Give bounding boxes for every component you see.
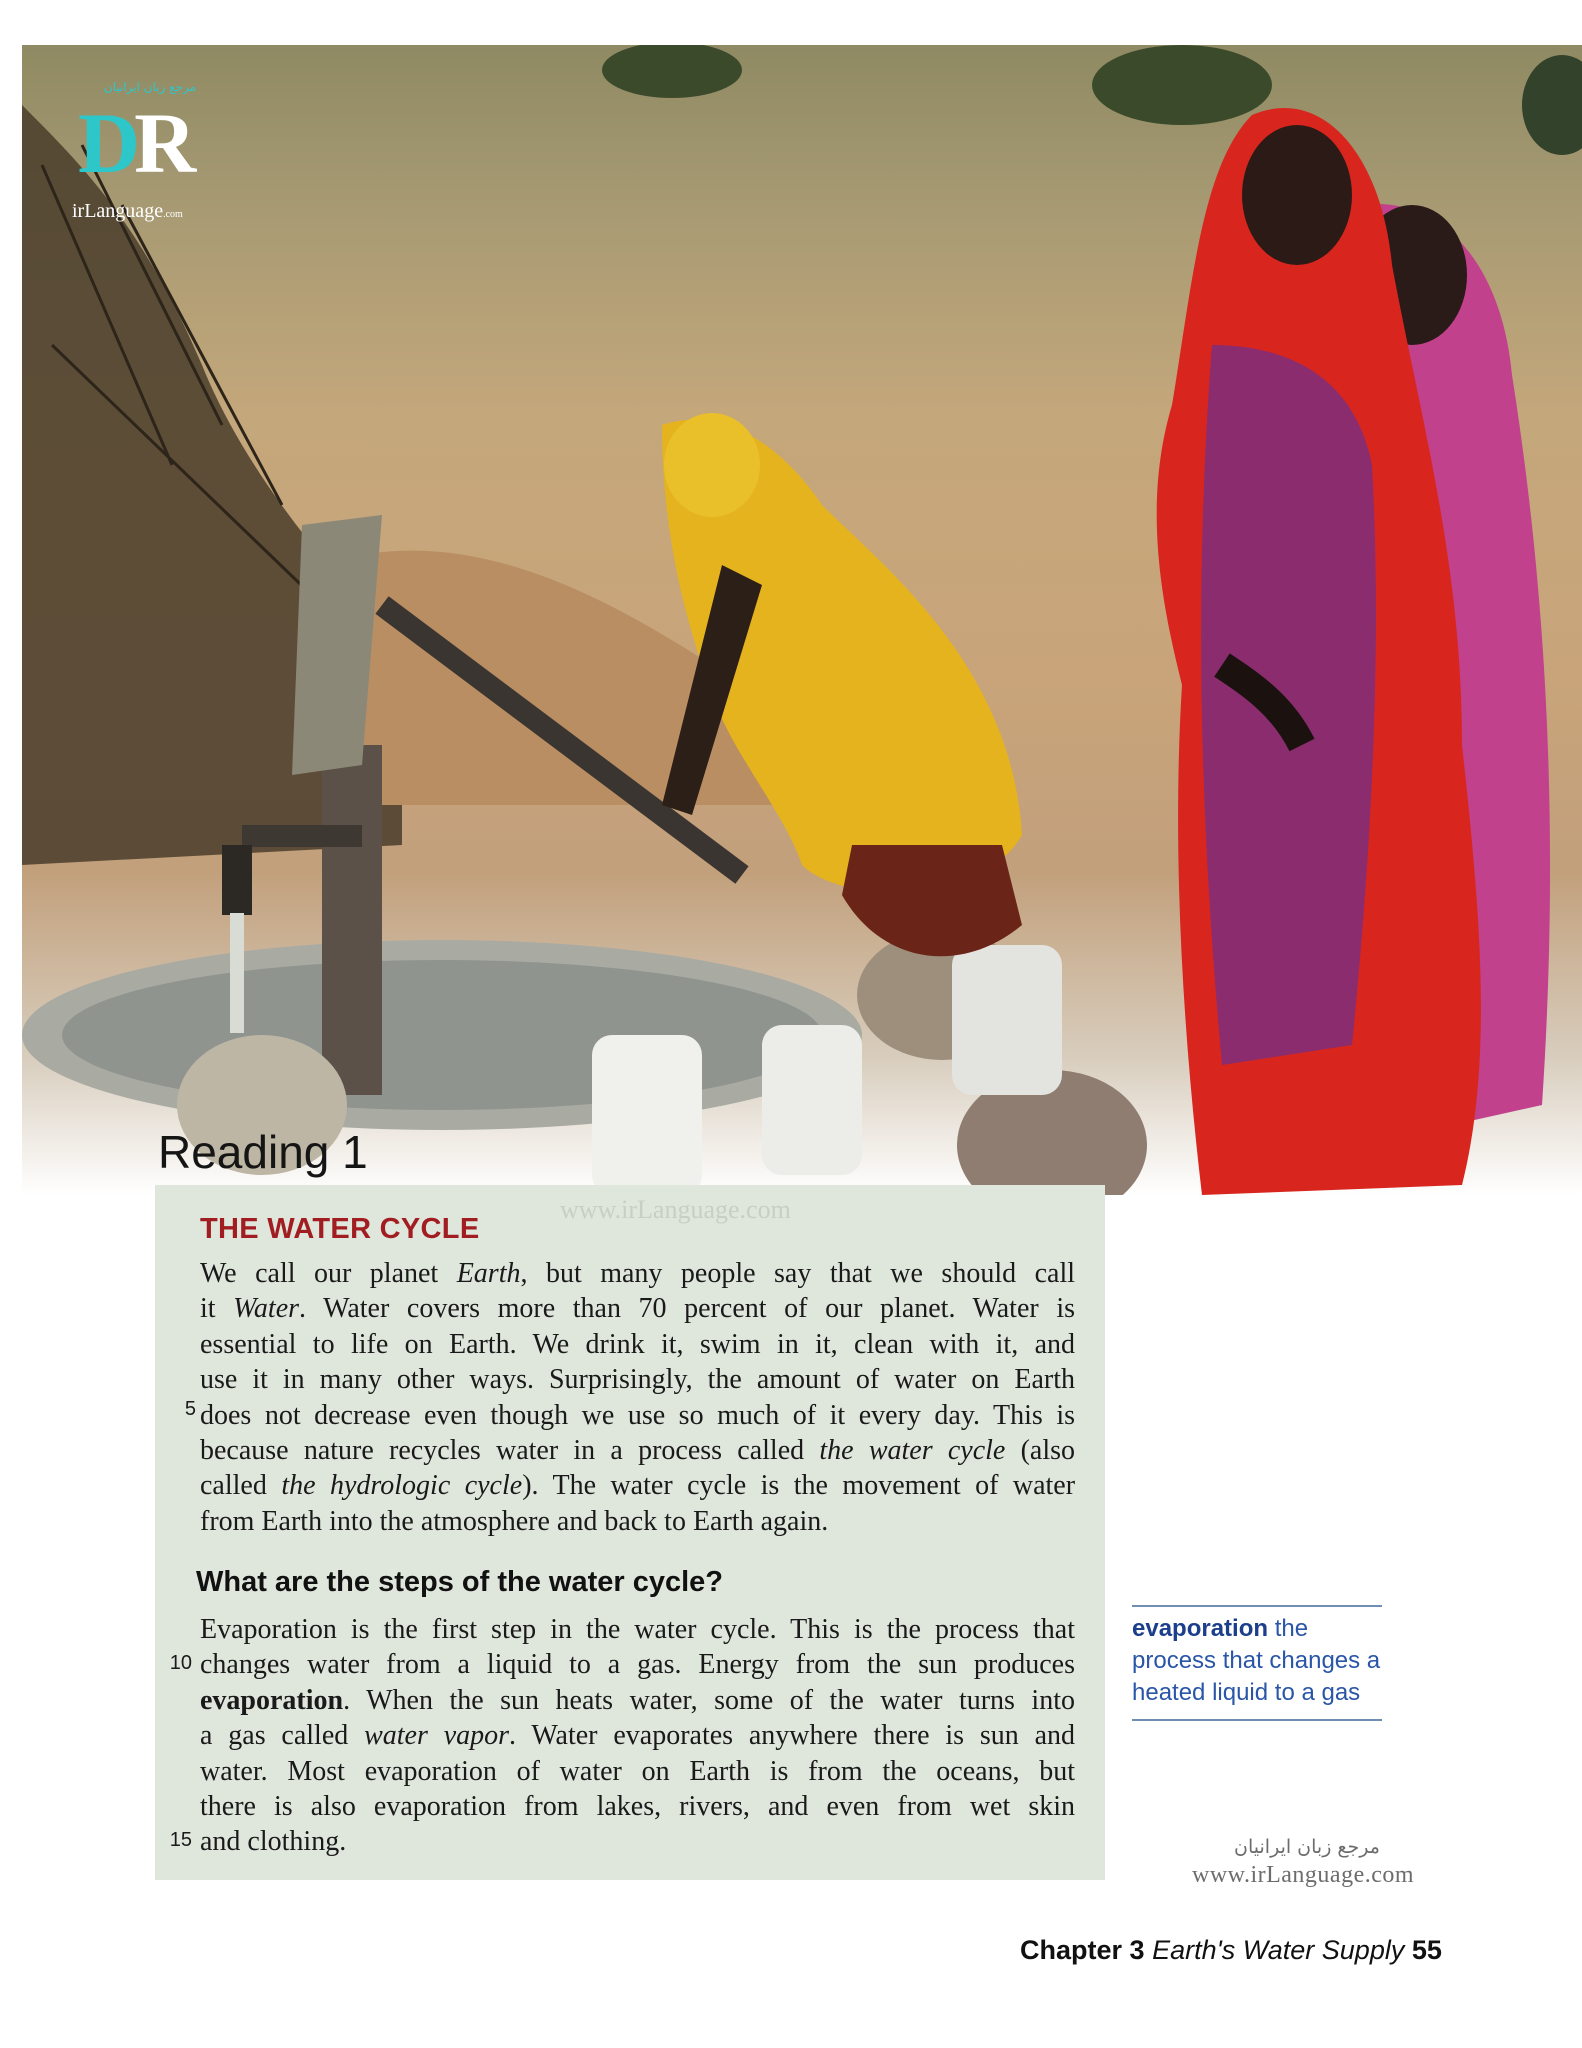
page-number: 55 [1411, 1935, 1442, 1965]
logo-letter-r: R [134, 95, 191, 191]
glossary-definition: the process that changes a heated liquid to a gas [1132, 1615, 1381, 1706]
p1-line-2: it Water. Water covers more than 70 percent of our planet. Water is [200, 1293, 1075, 1325]
logo-sub-text: irLanguage [72, 200, 164, 222]
line-number-5: 5 [184, 1398, 196, 1420]
p1-line-4: use it in many other ways. Surprisingly, the amount of water on Earth [200, 1364, 1075, 1396]
p2-line-4: a gas called water vapor. Water evaporates anywhere there is sun and [200, 1720, 1075, 1752]
p2-line-3: evaporation. When the sun heats water, some of the water turns into [200, 1684, 1075, 1716]
paragraph-1 [200, 1256, 1075, 1539]
p1-line-3: essential to life on Earth. We drink it, swim in it, clean with it, and [200, 1328, 1075, 1360]
watermark-persian: مرجع زبان ایرانیان [1234, 1836, 1380, 1858]
logo-caption: مرجع زبان ایرانیان [103, 80, 197, 94]
footer-title: Earth's Water Supply [1152, 1935, 1405, 1965]
p2-line-6: there is also evaporation from lakes, rivers, and even from wet skin [200, 1791, 1075, 1823]
p2-line-5: water. Most evaporation of water on Earth is from the oceans, but [200, 1755, 1075, 1787]
p1-line-8: from Earth into the atmosphere and back to Earth again. [200, 1505, 829, 1537]
line-number-10: 10 [169, 1652, 192, 1674]
page-footer [1020, 1935, 1442, 1966]
p2-line-2: changes water from a liquid to a gas. Energy from the sun produces [200, 1649, 1075, 1681]
logo-sub-com: .com [163, 209, 183, 220]
subheading: What are the steps of the water cycle? [196, 1566, 723, 1598]
p1-line-5: does not decrease even though we use so much of it every day. This is [200, 1399, 1075, 1431]
line-number-15: 15 [169, 1829, 192, 1851]
p2-line-1: Evaporation is the first step in the water cycle. This is the process that [200, 1614, 1075, 1645]
logo-letter-d: D [78, 95, 135, 191]
box-watermark: www.irLanguage.com [560, 1195, 791, 1224]
photo-illustration [22, 45, 1582, 1195]
reading-label: Reading 1 [158, 1126, 368, 1178]
p1-line-7: called the hydrologic cycle). The water cycle is the movement of water [200, 1470, 1076, 1502]
footer-chapter: Chapter 3 [1020, 1935, 1145, 1965]
p2-line-7: and clothing. [200, 1826, 347, 1858]
paragraph-2 [200, 1612, 1075, 1860]
p1-line-1: We call our planet Earth, but many people say that we should call [200, 1258, 1076, 1289]
glossary-note [1132, 1605, 1382, 1721]
section-title: THE WATER CYCLE [200, 1213, 480, 1245]
glossary-term: evaporation [1132, 1615, 1269, 1642]
logo-letters [78, 95, 191, 191]
p1-line-6: because nature recycles water in a process called the water cycle (also [200, 1435, 1075, 1467]
watermark-url: www.irLanguage.com [1192, 1862, 1415, 1888]
hero-photo [22, 45, 1582, 1195]
logo-subtitle [72, 200, 183, 223]
